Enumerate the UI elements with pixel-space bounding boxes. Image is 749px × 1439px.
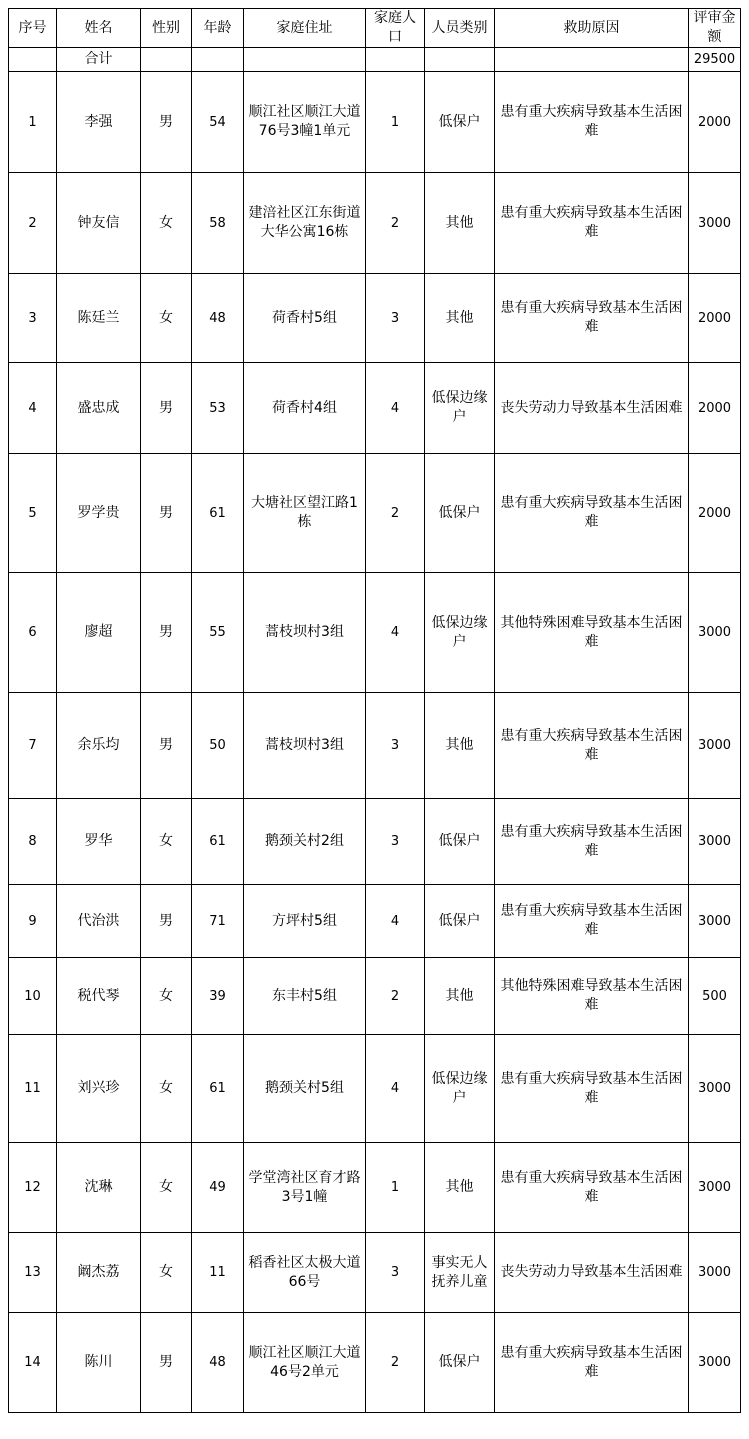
- seq-cell: 1: [9, 72, 57, 173]
- address-cell: 蒿枝坝村3组: [244, 693, 366, 799]
- amount-cell: 500: [689, 958, 741, 1035]
- household-cell: 2: [366, 454, 425, 573]
- household-cell: 3: [366, 274, 425, 363]
- category-cell: 低保户: [425, 72, 495, 173]
- category-cell: 低保户: [425, 1313, 495, 1413]
- table-row: [9, 454, 741, 573]
- gender-cell: 男: [141, 693, 192, 799]
- name-cell: 刘兴珍: [57, 1035, 141, 1143]
- total-seq-cell: [9, 48, 57, 72]
- name-cell: 代治洪: [57, 885, 141, 958]
- age-cell: 48: [192, 274, 244, 363]
- amount-cell: 2000: [689, 274, 741, 363]
- category-cell: 其他: [425, 1143, 495, 1233]
- amount-cell: 3000: [689, 885, 741, 958]
- household-cell: 2: [366, 1313, 425, 1413]
- header-address: 家庭住址: [244, 9, 366, 48]
- address-cell: 蒿枝坝村3组: [244, 573, 366, 693]
- seq-cell: 6: [9, 573, 57, 693]
- address-cell: 顺江社区顺江大道76号3幢1单元: [244, 72, 366, 173]
- name-cell: 盛忠成: [57, 363, 141, 454]
- household-cell: 3: [366, 799, 425, 885]
- category-cell: 其他: [425, 958, 495, 1035]
- header-row: [9, 9, 741, 48]
- reason-cell: 患有重大疾病导致基本生活困难: [495, 885, 689, 958]
- household-cell: 4: [366, 573, 425, 693]
- seq-cell: 7: [9, 693, 57, 799]
- age-cell: 58: [192, 173, 244, 274]
- age-cell: 61: [192, 1035, 244, 1143]
- name-cell: 陈川: [57, 1313, 141, 1413]
- reason-cell: 丧失劳动力导致基本生活困难: [495, 363, 689, 454]
- age-cell: 61: [192, 799, 244, 885]
- gender-cell: 女: [141, 799, 192, 885]
- amount-cell: 2000: [689, 72, 741, 173]
- household-cell: 4: [366, 363, 425, 454]
- gender-cell: 男: [141, 1313, 192, 1413]
- header-seq: 序号: [9, 9, 57, 48]
- age-cell: 50: [192, 693, 244, 799]
- category-cell: 低保边缘户: [425, 1035, 495, 1143]
- address-cell: 方坪村5组: [244, 885, 366, 958]
- header-reason: 救助原因: [495, 9, 689, 48]
- amount-cell: 3000: [689, 1313, 741, 1413]
- amount-cell: 3000: [689, 1233, 741, 1313]
- amount-cell: 2000: [689, 454, 741, 573]
- household-cell: 1: [366, 1143, 425, 1233]
- name-cell: 余乐均: [57, 693, 141, 799]
- header-household: 家庭人口: [366, 9, 425, 48]
- total-empty-cell: [244, 48, 366, 72]
- category-cell: 事实无人抚养儿童: [425, 1233, 495, 1313]
- category-cell: 低保边缘户: [425, 573, 495, 693]
- seq-cell: 13: [9, 1233, 57, 1313]
- amount-cell: 3000: [689, 173, 741, 274]
- amount-cell: 3000: [689, 693, 741, 799]
- table-row: [9, 1035, 741, 1143]
- amount-cell: 3000: [689, 1143, 741, 1233]
- name-cell: 陈廷兰: [57, 274, 141, 363]
- seq-cell: 2: [9, 173, 57, 274]
- table-row: [9, 1313, 741, 1413]
- table-row: [9, 1143, 741, 1233]
- table-row: [9, 1233, 741, 1313]
- age-cell: 53: [192, 363, 244, 454]
- reason-cell: 其他特殊困难导致基本生活困难: [495, 958, 689, 1035]
- total-label: 合计: [57, 48, 141, 72]
- amount-cell: 3000: [689, 1035, 741, 1143]
- table-row: [9, 958, 741, 1035]
- gender-cell: 女: [141, 1143, 192, 1233]
- total-empty-cell: [192, 48, 244, 72]
- seq-cell: 10: [9, 958, 57, 1035]
- age-cell: 55: [192, 573, 244, 693]
- gender-cell: 男: [141, 885, 192, 958]
- reason-cell: 患有重大疾病导致基本生活困难: [495, 1143, 689, 1233]
- age-cell: 11: [192, 1233, 244, 1313]
- name-cell: 罗学贵: [57, 454, 141, 573]
- total-empty-cell: [141, 48, 192, 72]
- total-empty-cell: [366, 48, 425, 72]
- household-cell: 3: [366, 693, 425, 799]
- reason-cell: 丧失劳动力导致基本生活困难: [495, 1233, 689, 1313]
- table-row: [9, 72, 741, 173]
- category-cell: 其他: [425, 693, 495, 799]
- seq-cell: 5: [9, 454, 57, 573]
- total-empty-cell: [495, 48, 689, 72]
- gender-cell: 男: [141, 72, 192, 173]
- amount-cell: 2000: [689, 363, 741, 454]
- name-cell: 钟友信: [57, 173, 141, 274]
- reason-cell: 患有重大疾病导致基本生活困难: [495, 1313, 689, 1413]
- age-cell: 61: [192, 454, 244, 573]
- household-cell: 3: [366, 1233, 425, 1313]
- address-cell: 荷香村5组: [244, 274, 366, 363]
- age-cell: 71: [192, 885, 244, 958]
- reason-cell: 患有重大疾病导致基本生活困难: [495, 173, 689, 274]
- address-cell: 稻香社区太极大道66号: [244, 1233, 366, 1313]
- household-cell: 1: [366, 72, 425, 173]
- header-name: 姓名: [57, 9, 141, 48]
- category-cell: 低保户: [425, 454, 495, 573]
- table-row: [9, 363, 741, 454]
- name-cell: 罗华: [57, 799, 141, 885]
- category-cell: 低保户: [425, 799, 495, 885]
- header-amount: 评审金额: [689, 9, 741, 48]
- seq-cell: 11: [9, 1035, 57, 1143]
- table-row: [9, 173, 741, 274]
- name-cell: 李强: [57, 72, 141, 173]
- household-cell: 2: [366, 958, 425, 1035]
- gender-cell: 女: [141, 958, 192, 1035]
- reason-cell: 患有重大疾病导致基本生活困难: [495, 72, 689, 173]
- seq-cell: 3: [9, 274, 57, 363]
- household-cell: 2: [366, 173, 425, 274]
- seq-cell: 8: [9, 799, 57, 885]
- age-cell: 39: [192, 958, 244, 1035]
- seq-cell: 4: [9, 363, 57, 454]
- age-cell: 49: [192, 1143, 244, 1233]
- address-cell: 东丰村5组: [244, 958, 366, 1035]
- gender-cell: 女: [141, 1233, 192, 1313]
- table-row: [9, 799, 741, 885]
- table-row: [9, 573, 741, 693]
- reason-cell: 患有重大疾病导致基本生活困难: [495, 274, 689, 363]
- header-gender: 性别: [141, 9, 192, 48]
- address-cell: 学堂湾社区育才路3号1幢: [244, 1143, 366, 1233]
- table-row: [9, 274, 741, 363]
- table-row: [9, 693, 741, 799]
- name-cell: 廖超: [57, 573, 141, 693]
- gender-cell: 女: [141, 173, 192, 274]
- gender-cell: 男: [141, 454, 192, 573]
- category-cell: 低保户: [425, 885, 495, 958]
- gender-cell: 女: [141, 274, 192, 363]
- name-cell: 沈琳: [57, 1143, 141, 1233]
- name-cell: 阚杰荔: [57, 1233, 141, 1313]
- header-age: 年龄: [192, 9, 244, 48]
- age-cell: 48: [192, 1313, 244, 1413]
- total-empty-cell: [425, 48, 495, 72]
- reason-cell: 其他特殊困难导致基本生活困难: [495, 573, 689, 693]
- address-cell: 鹅颈关村2组: [244, 799, 366, 885]
- seq-cell: 9: [9, 885, 57, 958]
- header-category: 人员类别: [425, 9, 495, 48]
- reason-cell: 患有重大疾病导致基本生活困难: [495, 799, 689, 885]
- gender-cell: 男: [141, 573, 192, 693]
- reason-cell: 患有重大疾病导致基本生活困难: [495, 693, 689, 799]
- household-cell: 4: [366, 885, 425, 958]
- amount-cell: 3000: [689, 799, 741, 885]
- address-cell: 荷香村4组: [244, 363, 366, 454]
- amount-cell: 3000: [689, 573, 741, 693]
- total-amount: 29500: [689, 48, 741, 72]
- gender-cell: 男: [141, 363, 192, 454]
- category-cell: 其他: [425, 173, 495, 274]
- gender-cell: 女: [141, 1035, 192, 1143]
- name-cell: 税代琴: [57, 958, 141, 1035]
- reason-cell: 患有重大疾病导致基本生活困难: [495, 454, 689, 573]
- assistance-table: [8, 8, 741, 1413]
- table-row: [9, 885, 741, 958]
- category-cell: 其他: [425, 274, 495, 363]
- total-row: [9, 48, 741, 72]
- address-cell: 鹅颈关村5组: [244, 1035, 366, 1143]
- household-cell: 4: [366, 1035, 425, 1143]
- seq-cell: 12: [9, 1143, 57, 1233]
- address-cell: 顺江社区顺江大道46号2单元: [244, 1313, 366, 1413]
- address-cell: 大塘社区望江路1栋: [244, 454, 366, 573]
- age-cell: 54: [192, 72, 244, 173]
- reason-cell: 患有重大疾病导致基本生活困难: [495, 1035, 689, 1143]
- address-cell: 建涪社区江东街道大华公寓16栋: [244, 173, 366, 274]
- category-cell: 低保边缘户: [425, 363, 495, 454]
- seq-cell: 14: [9, 1313, 57, 1413]
